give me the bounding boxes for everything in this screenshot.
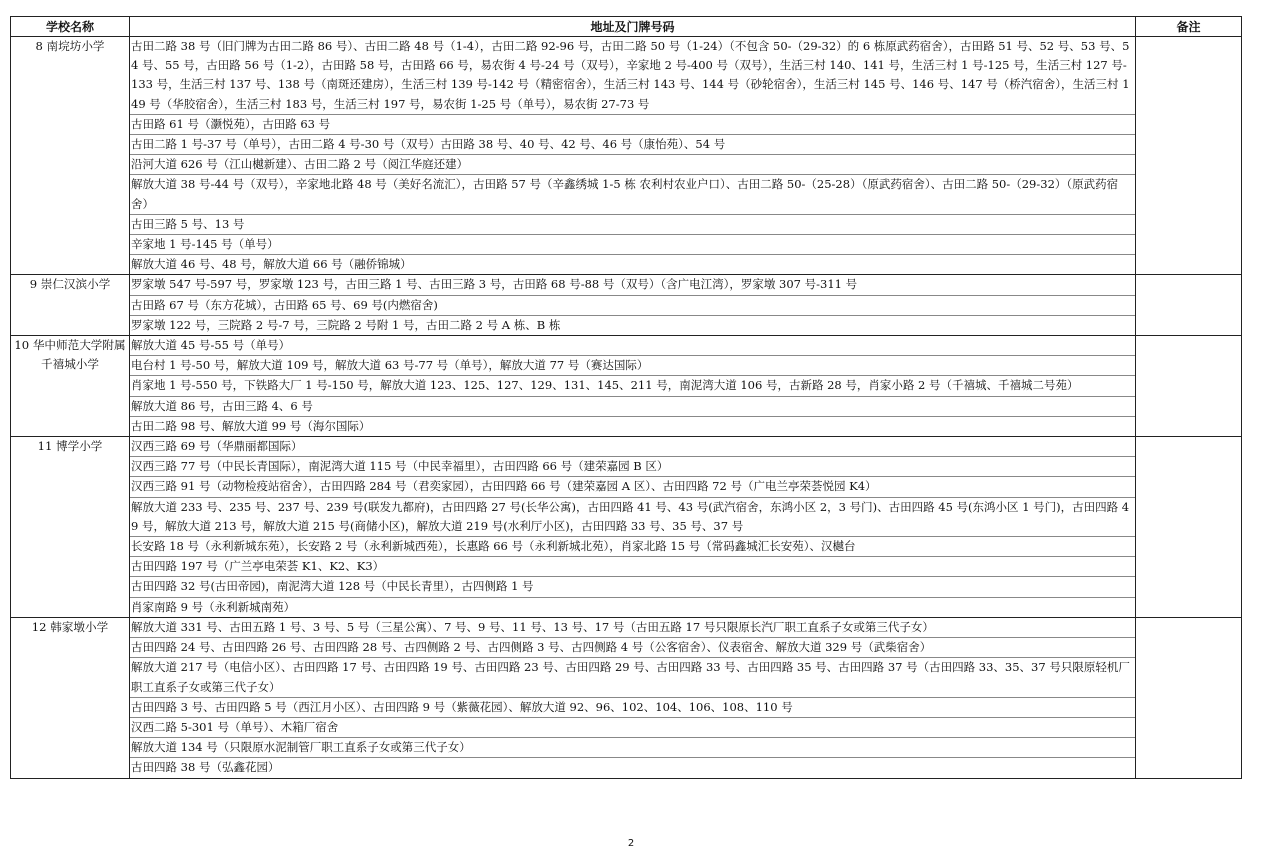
address-cell bbox=[130, 336, 1136, 437]
school-name-cell: 9 崇仁汉滨小学 bbox=[11, 275, 130, 336]
address-line: 肖家南路 9 号（永利新城南苑） bbox=[130, 597, 1135, 617]
address-line: 古田路 67 号（东方花城），古田路 65 号、69 号(内燃宿舍) bbox=[130, 295, 1135, 315]
address-line: 解放大道 38 号-44 号（双号），辛家地北路 48 号（美好名流汇），古田路 57 号（辛鑫绣城 1-5 栋 农利村农业户口）、古田二路 50-（25-28）（原武药宿舍）、古田二路 50-（29-32）（原武药宿舍） bbox=[130, 174, 1135, 213]
address-line: 古田二路 38 号（旧门牌为古田二路 86 号）、古田二路 48 号（1-4），古田二路 92-96 号，古田二路 50 号（1-24）（不包含 50-（29-32）的 6 栋原武药宿舍），古田路 51 号、52 号、53 号、54 号、55 号，古田路 56 号（1-2），古田路 58 号，古田路 66 号，易农街 4 号-24 号（双号），辛家地 2 号-400 号（双号），生活三村 140、141 号，生活三村 1 号-125 号，生活三村 127 号-133 号，生活三村 137 号、138 号（南斑还建房），生活三村 139 号-142 号（精密宿舍），生活三村 143 号、144 号（砂轮宿舍），生活三村 145 号、146 号、147 号（桥汽宿舍），生活三村 149 号（华胶宿舍），生活三村 183 号，生活三村 197 号，易农街 1-25 号（单号），易农街 27-73 号 bbox=[131, 39, 1130, 111]
address-line: 古田四路 32 号(古田帝园)，南泥湾大道 128 号（中民长青里），古四侧路 1 号 bbox=[130, 576, 1135, 596]
address-cell bbox=[130, 437, 1136, 618]
address-cell bbox=[130, 275, 1136, 336]
address-line: 古田四路 197 号（广兰亭电荣荟 K1、K2、K3） bbox=[130, 556, 1135, 576]
header-address: 地址及门牌号码 bbox=[130, 17, 1136, 37]
address-line: 古田三路 5 号、13 号 bbox=[130, 214, 1135, 234]
address-line: 电台村 1 号-50 号，解放大道 109 号，解放大道 63 号-77 号（单号），解放大道 77 号（赛达国际） bbox=[130, 355, 1135, 375]
address-line: 罗家墩 122 号，三院路 2 号-7 号，三院路 2 号附 1 号，古田二路 2 号 A 栋、B 栋 bbox=[130, 315, 1135, 335]
page-number: 2 bbox=[627, 838, 635, 849]
address-line: 长安路 18 号（永利新城东苑），长安路 2 号（永利新城西苑），长惠路 66 号（永利新城北苑），肖家北路 15 号（常码鑫城汇长安苑）、汉樾台 bbox=[130, 536, 1135, 556]
address-line: 罗家墩 547 号-597 号，罗家墩 123 号，古田三路 1 号、古田三路 3 号，古田路 68 号-88 号（双号）（含广电江湾），罗家墩 307 号-311 号 bbox=[131, 277, 858, 292]
note-cell bbox=[1136, 336, 1242, 437]
header-note: 备注 bbox=[1136, 17, 1242, 37]
table-row bbox=[11, 275, 1242, 336]
address-line: 解放大道 86 号，古田三路 4、6 号 bbox=[130, 396, 1135, 416]
address-line: 解放大道 45 号-55 号（单号） bbox=[131, 338, 291, 353]
table-row bbox=[11, 437, 1242, 618]
address-line: 解放大道 233 号、235 号、237 号、239 号(联发九都府)，古田四路 27 号(长华公寓)，古田四路 41 号、43 号(武汽宿舍，东鸿小区 2，3 号门)、古田四路 45 号(东鸿小区 1 号门)，古田四路 49 号，解放大道 213 号，解放大道 215 号(商储小区)，解放大道 219 号(水利厅小区)，古田四路 33 号、35 号、37 号 bbox=[130, 497, 1135, 536]
address-line: 肖家地 1 号-550 号，下铁路大厂 1 号-150 号，解放大道 123、125、127、129、131、145、211 号，南泥湾大道 106 号，古新路 28 号，肖家小路 2 号（千禧城、千禧城二号苑） bbox=[130, 375, 1135, 395]
address-line: 汉西三路 77 号（中民长青国际），南泥湾大道 115 号（中民幸福里），古田四路 66 号（建荣嘉园 B 区） bbox=[130, 456, 1135, 476]
address-line: 古田四路 3 号、古田四路 5 号（西江月小区）、古田四路 9 号（紫薇花园）、解放大道 92、96、102、104、106、108、110 号 bbox=[130, 697, 1135, 717]
address-line: 古田二路 1 号-37 号（单号），古田二路 4 号-30 号（双号）古田路 38 号、40 号、42 号、46 号（康怡苑）、54 号 bbox=[130, 134, 1135, 154]
header-school-name: 学校名称 bbox=[11, 17, 130, 37]
note-cell bbox=[1136, 37, 1242, 275]
note-cell bbox=[1136, 617, 1242, 778]
table-body bbox=[11, 37, 1242, 779]
address-line: 解放大道 134 号（只限原水泥制管厂职工直系子女或第三代子女） bbox=[130, 737, 1135, 757]
school-name-cell: 12 韩家墩小学 bbox=[11, 617, 130, 778]
address-cell bbox=[130, 617, 1136, 778]
table-row bbox=[11, 617, 1242, 778]
note-cell bbox=[1136, 437, 1242, 618]
address-line: 汉西二路 5-301 号（单号）、木箱厂宿舍 bbox=[130, 717, 1135, 737]
address-line: 汉西三路 69 号（华鼎丽都国际） bbox=[131, 439, 303, 454]
address-line: 古田二路 98 号、解放大道 99 号（海尔国际） bbox=[130, 416, 1135, 436]
address-line: 古田路 61 号（灏悦苑），古田路 63 号 bbox=[130, 114, 1135, 134]
address-cell bbox=[130, 37, 1136, 275]
school-address-table bbox=[10, 16, 1242, 779]
table-row bbox=[11, 37, 1242, 275]
address-line: 解放大道 331 号、古田五路 1 号、3 号、5 号（三星公寓）、7 号、9 号、11 号、13 号、17 号（古田五路 17 号只限原长汽厂职工直系子女或第三代子女） bbox=[131, 619, 934, 634]
address-line: 解放大道 217 号（电信小区）、古田四路 17 号、古田四路 19 号、古田四路 23 号、古田四路 29 号、古田四路 33 号、古田四路 35 号、古田四路 37 号（古田四路 33、35、37 号只限原轻机厂职工直系子女或第三代子女） bbox=[130, 657, 1135, 696]
address-line: 汉西三路 91 号（动物检疫站宿舍），古田四路 284 号（君奕家园），古田四路 66 号（建荣嘉园 A 区）、古田四路 72 号（广电兰亭荣荟悦园 K4） bbox=[130, 476, 1135, 496]
table-header-row bbox=[11, 17, 1242, 37]
address-line: 解放大道 46 号、48 号，解放大道 66 号（融侨锦城） bbox=[130, 254, 1135, 274]
address-line: 辛家地 1 号-145 号（单号） bbox=[130, 234, 1135, 254]
note-cell bbox=[1136, 275, 1242, 336]
address-line: 沿河大道 626 号（江山樾新建）、古田二路 2 号（阅江华庭还建） bbox=[130, 154, 1135, 174]
school-name-cell: 11 博学小学 bbox=[11, 437, 130, 618]
school-name-cell: 8 南垸坊小学 bbox=[11, 37, 130, 275]
address-line: 古田四路 38 号（弘鑫花园） bbox=[130, 757, 1135, 777]
table-row bbox=[11, 336, 1242, 437]
address-line: 古田四路 24 号、古田四路 26 号、古田四路 28 号、古四侧路 2 号、古四侧路 3 号、古四侧路 4 号（公客宿舍）、仪表宿舍、解放大道 329 号（武柴宿舍） bbox=[130, 637, 1135, 657]
school-name-cell: 10 华中师范大学附属千禧城小学 bbox=[11, 336, 130, 437]
